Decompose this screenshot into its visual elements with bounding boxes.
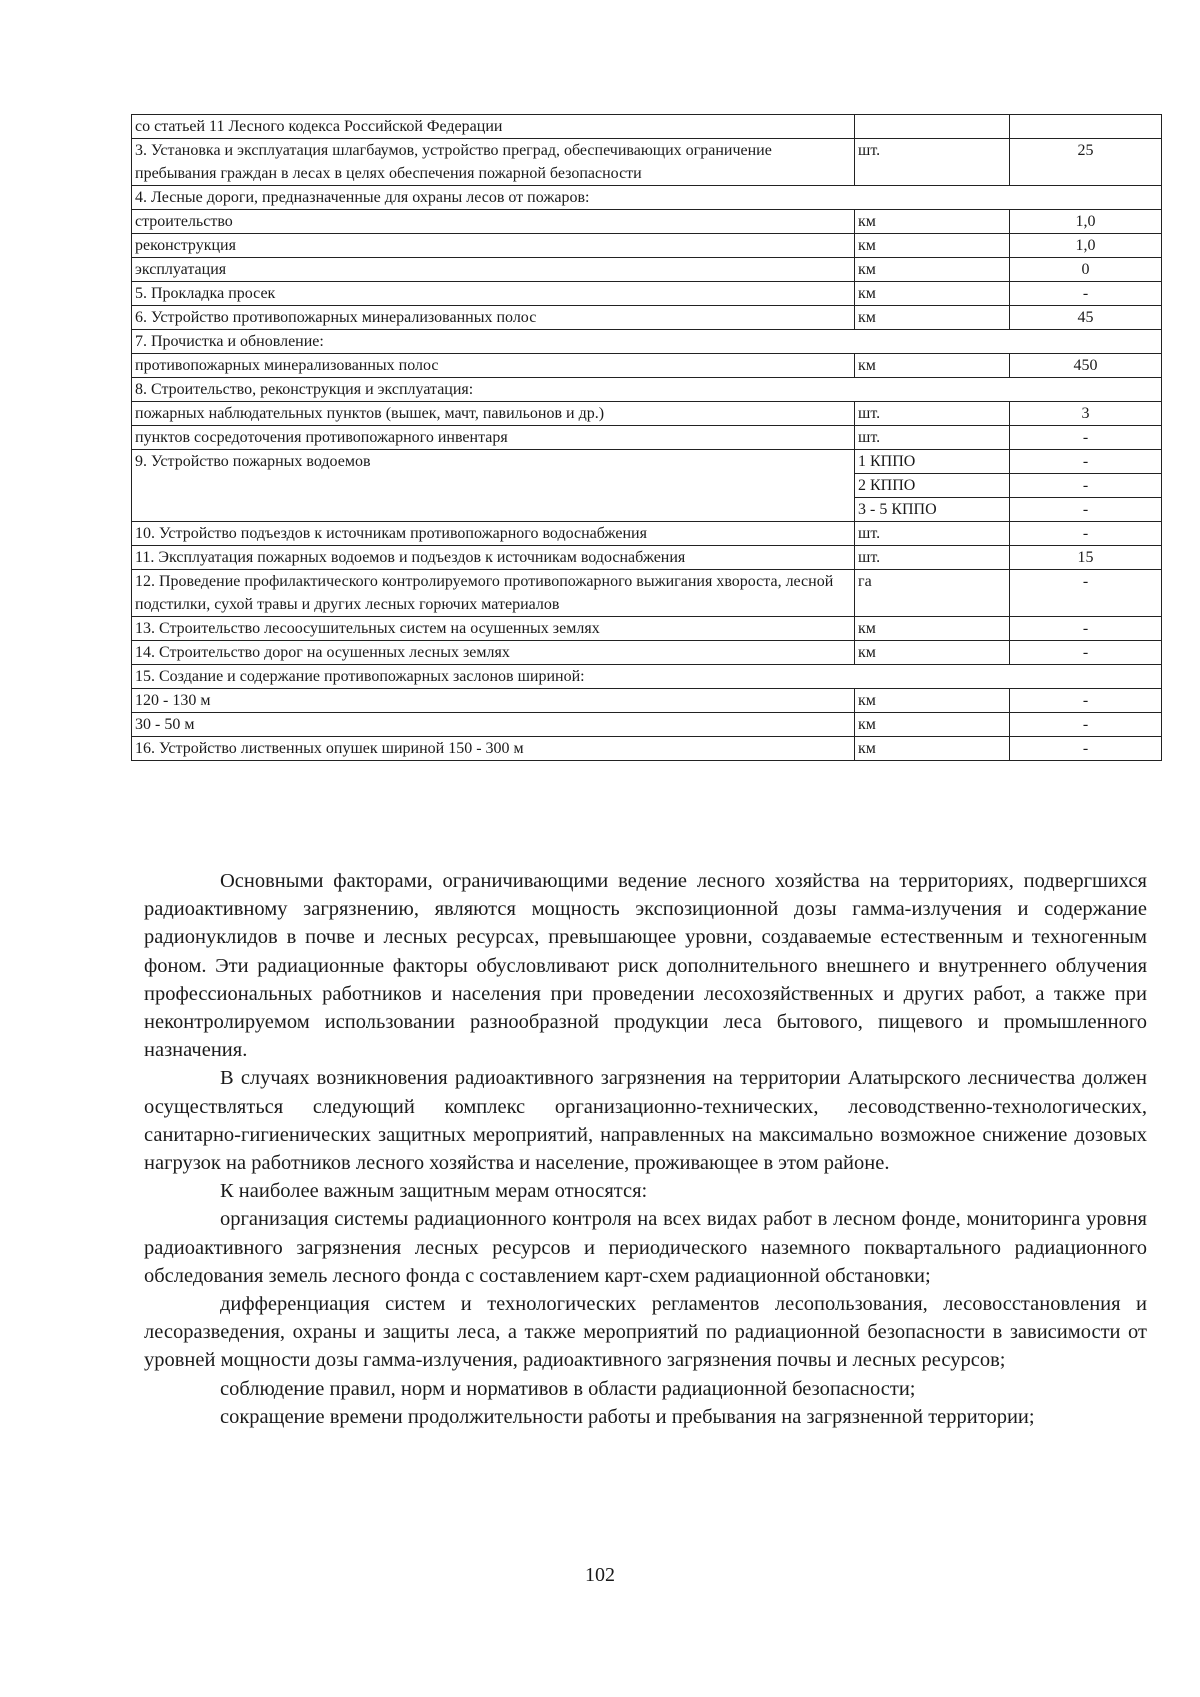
value-cell: - — [1010, 570, 1162, 617]
unit-cell: км — [855, 641, 1010, 665]
value-cell: - — [1010, 498, 1162, 522]
value-cell: 3 — [1010, 402, 1162, 426]
unit-cell: шт. — [855, 546, 1010, 570]
table-row — [132, 378, 1162, 402]
measure-cell: эксплуатация — [132, 258, 855, 282]
table-row — [132, 234, 1162, 258]
paragraph: соблюдение правил, норм и нормативов в области радиационной безопасности; — [220, 1377, 916, 1400]
table-row — [132, 641, 1162, 665]
value-cell: - — [1010, 450, 1162, 474]
unit-cell: шт. — [855, 522, 1010, 546]
table-row — [132, 665, 1162, 689]
measure-cell: 30 - 50 м — [132, 713, 855, 737]
table-row — [132, 570, 1162, 617]
paragraph: К наиболее важным защитным мерам относятся: — [220, 1180, 648, 1203]
unit-cell: шт. — [855, 139, 1010, 186]
unit-cell: 3 - 5 КППО — [855, 498, 1010, 522]
unit-cell: км — [855, 354, 1010, 378]
table-row — [132, 186, 1162, 210]
paragraph: В случаях возникновения радиоактивного загрязнения на территории Алатырского лесничества должен осуществляться следующий комплекс организационно-технических, лесоводственно-технологических, санитарно-гигиенических защитных мероприятий, направленных на максимально возможное снижение дозовых нагрузок на работников лесного хозяйства и население, проживающее в этом районе. — [144, 1067, 1147, 1175]
table-row — [132, 282, 1162, 306]
measure-cell: пожарных наблюдательных пунктов (вышек, мачт, павильонов и др.) — [132, 402, 855, 426]
measure-cell: 10. Устройство подъездов к источникам противопожарного водоснабжения — [132, 522, 855, 546]
table-row — [132, 330, 1162, 354]
measure-cell: 11. Эксплуатация пожарных водоемов и подъездов к источникам водоснабжения — [132, 546, 855, 570]
measure-cell: 3. Установка и эксплуатация шлагбаумов, устройство преград, обеспечивающих ограничение пребывания граждан в лесах в целях обеспечения пожарной безопасности — [132, 139, 855, 186]
unit-cell: км — [855, 234, 1010, 258]
table-row — [132, 402, 1162, 426]
table-row — [132, 115, 1162, 139]
unit-cell: км — [855, 617, 1010, 641]
table-row — [132, 450, 1162, 474]
paragraph: дифференциация систем и технологических регламентов лесопользования, лесовосстановления и лесоразведения, охраны и защиты леса, а также мероприятий по радиационной безопасности в зависимости от уровней мощности дозы гамма-излучения, радиоактивного загрязнения почвы и лесных ресурсов; — [144, 1293, 1147, 1372]
measure-cell: 120 - 130 м — [132, 689, 855, 713]
value-cell: - — [1010, 689, 1162, 713]
unit-cell: га — [855, 570, 1010, 617]
value-cell: 25 — [1010, 139, 1162, 186]
value-cell: 15 — [1010, 546, 1162, 570]
unit-cell: км — [855, 306, 1010, 330]
value-cell: - — [1010, 641, 1162, 665]
value-cell: 0 — [1010, 258, 1162, 282]
unit-cell — [855, 115, 1010, 139]
value-cell: - — [1010, 522, 1162, 546]
measure-cell: 9. Устройство пожарных водоемов — [132, 450, 855, 522]
section-heading-cell: 8. Строительство, реконструкция и эксплуатация: — [132, 378, 1162, 402]
value-cell: - — [1010, 617, 1162, 641]
table-row — [132, 689, 1162, 713]
unit-cell: км — [855, 258, 1010, 282]
measure-cell: 12. Проведение профилактического контролируемого противопожарного выжигания хвороста, лесной подстилки, сухой травы и других лесных горючих материалов — [132, 570, 855, 617]
measure-cell: пунктов сосредоточения противопожарного инвентаря — [132, 426, 855, 450]
unit-cell: км — [855, 210, 1010, 234]
value-cell: 450 — [1010, 354, 1162, 378]
measure-cell: 6. Устройство противопожарных минерализованных полос — [132, 306, 855, 330]
value-cell: - — [1010, 474, 1162, 498]
measure-cell: реконструкция — [132, 234, 855, 258]
table-row — [132, 426, 1162, 450]
value-cell: - — [1010, 426, 1162, 450]
table-row — [132, 258, 1162, 282]
section-heading-cell: 4. Лесные дороги, предназначенные для охраны лесов от пожаров: — [132, 186, 1162, 210]
unit-cell: км — [855, 713, 1010, 737]
table-row — [132, 713, 1162, 737]
unit-cell: шт. — [855, 402, 1010, 426]
unit-cell: км — [855, 282, 1010, 306]
unit-cell: км — [855, 737, 1010, 761]
table-row — [132, 210, 1162, 234]
value-cell: - — [1010, 282, 1162, 306]
value-cell: 45 — [1010, 306, 1162, 330]
measure-cell: строительство — [132, 210, 855, 234]
paragraph: организация системы радиационного контроля на всех видах работ в лесном фонде, мониторинга уровня радиоактивного загрязнения лесных ресурсов и периодического наземного поквартального радиационного обследования земель лесного фонда с составлением карт-схем радиационной обстановки; — [144, 1208, 1147, 1287]
value-cell: - — [1010, 713, 1162, 737]
measure-cell: 16. Устройство лиственных опушек шириной 150 - 300 м — [132, 737, 855, 761]
table-row — [132, 306, 1162, 330]
unit-cell: шт. — [855, 426, 1010, 450]
unit-cell: 2 КППО — [855, 474, 1010, 498]
table-row — [132, 737, 1162, 761]
unit-cell: км — [855, 689, 1010, 713]
table-row — [132, 139, 1162, 186]
value-cell: 1,0 — [1010, 234, 1162, 258]
measure-cell: 14. Строительство дорог на осушенных лесных землях — [132, 641, 855, 665]
table-row — [132, 354, 1162, 378]
value-cell: - — [1010, 737, 1162, 761]
paragraph: Основными факторами, ограничивающими ведение лесного хозяйства на территориях, подвергшихся радиоактивному загрязнению, являются мощность экспозиционной дозы гамма-излучения и содержание радионуклидов в почве и лесных ресурсах, превышающее уровни, создаваемые естественным и техногенным фоном. Эти радиационные факторы обусловливают риск дополнительного внешнего и внутреннего облучения профессиональных работников и населения при проведении лесохозяйственных и других работ, а также при неконтролируемом использовании разнообразной продукции леса бытового, пищевого и промышленного назначения. — [144, 870, 1147, 1062]
section-heading-cell: 15. Создание и содержание противопожарных заслонов шириной: — [132, 665, 1162, 689]
value-cell — [1010, 115, 1162, 139]
section-heading-cell: 7. Прочистка и обновление: — [132, 330, 1162, 354]
measure-cell: со статьей 11 Лесного кодекса Российской Федерации — [132, 115, 855, 139]
table-row — [132, 546, 1162, 570]
measure-cell: противопожарных минерализованных полос — [132, 354, 855, 378]
measure-cell: 5. Прокладка просек — [132, 282, 855, 306]
unit-cell: 1 КППО — [855, 450, 1010, 474]
table-row — [132, 522, 1162, 546]
page-number: 102 — [585, 1564, 615, 1586]
body-text — [144, 867, 1147, 1431]
value-cell: 1,0 — [1010, 210, 1162, 234]
table-row — [132, 617, 1162, 641]
fire-safety-measures-table — [131, 114, 1162, 761]
paragraph: сокращение времени продолжительности работы и пребывания на загрязненной территории; — [220, 1405, 1035, 1428]
measure-cell: 13. Строительство лесоосушительных систем на осушенных землях — [132, 617, 855, 641]
